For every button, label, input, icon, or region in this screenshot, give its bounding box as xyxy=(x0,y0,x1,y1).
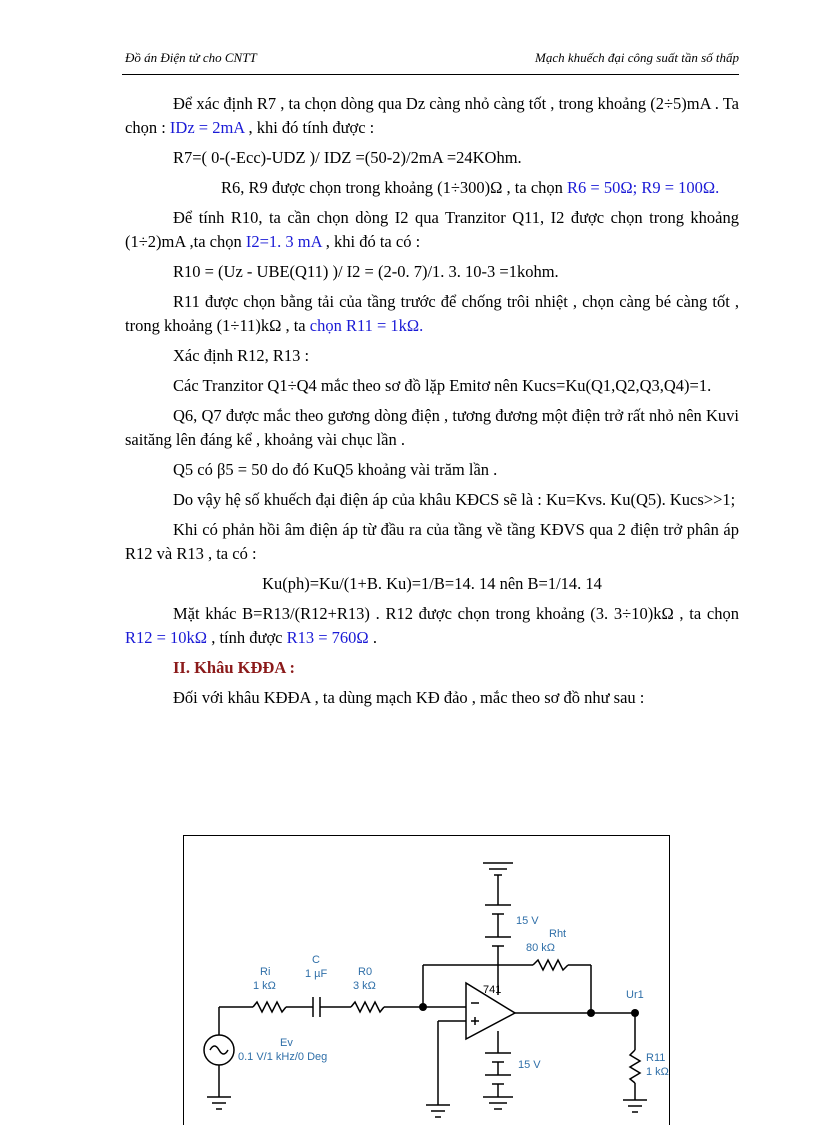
paragraph-q5: Q5 có β5 = 50 do đó KuQ5 khoảng vài trăm lần . xyxy=(125,458,739,482)
load-name: R11 xyxy=(646,1052,665,1064)
formula-r10: R10 = (Uz - UBE(Q11) )/ I2 = (2-0. 7)/1. 3. 10-3 =1kohm. xyxy=(125,260,739,284)
paragraph-feedback: Khi có phản hồi âm điện áp từ đầu ra của tầng về tầng KĐVS qua 2 điện trở phân áp R12 và R13 , ta có : xyxy=(125,518,739,566)
paragraph-q6-q7: Q6, Q7 được mắc theo gương dòng điện , tương đương một điện trở rất nhỏ nên Kuvi saităng lên đáng kể , khoảng vài chục lần . xyxy=(125,404,739,452)
paragraph-ku: Do vậy hệ số khuếch đại điện áp của khâu KĐCS sẽ là : Ku=Kvs. Ku(Q5). Kucs>>1; xyxy=(125,488,739,512)
inverting-amplifier-circuit xyxy=(183,835,670,1125)
opamp-label: 741 xyxy=(483,984,501,996)
header-right: Mạch khuếch đại công suất tần số thấp xyxy=(535,50,739,66)
vneg-label: 15 V xyxy=(518,1059,541,1071)
formula-ku-ph: Ku(ph)=Ku/(1+B. Ku)=1/B=14. 14 nên B=1/14. 14 xyxy=(125,572,739,596)
formula-r7: R7=( 0-(-Ecc)-UDZ )/ IDZ =(50-2)/2mA =24KOhm. xyxy=(125,146,739,170)
header-divider xyxy=(122,74,739,75)
r0-name: R0 xyxy=(358,966,372,978)
vpos-label: 15 V xyxy=(516,915,539,927)
document-body xyxy=(125,92,739,716)
source-name: Ev xyxy=(280,1037,293,1049)
source-value: 0.1 V/1 kHz/0 Deg xyxy=(238,1051,327,1063)
c-name: C xyxy=(312,954,320,966)
c-value: 1 µF xyxy=(305,968,328,980)
paragraph-b: Mặt khác B=R13/(R12+R13) . R12 được chọn trong khoảng (3. 3÷10)kΩ , ta chọn R12 = 10kΩ , tính được R13 = 760Ω . xyxy=(125,602,739,650)
load-value: 1 kΩ xyxy=(646,1066,669,1078)
rht-name: Rht xyxy=(549,928,566,940)
section-heading: II. Khâu KĐĐA : xyxy=(125,656,739,680)
header-left: Đồ án Điện tử cho CNTT xyxy=(125,50,257,66)
paragraph-r6-r9: R6, R9 được chọn trong khoảng (1÷300)Ω , ta chọn R6 = 50Ω; R9 = 100Ω. xyxy=(125,176,739,200)
r0-value: 3 kΩ xyxy=(353,980,376,992)
paragraph-kucs: Các Tranzitor Q1÷Q4 mắc theo sơ đồ lặp Emitơ nên Kucs=Ku(Q1,Q2,Q3,Q4)=1. xyxy=(125,374,739,398)
paragraph-r12-r13-title: Xác định R12, R13 : xyxy=(125,344,739,368)
ri-name: Ri xyxy=(260,966,270,978)
ri-value: 1 kΩ xyxy=(253,980,276,992)
paragraph-r7: Để xác định R7 , ta chọn dòng qua Dz càng nhỏ càng tốt , trong khoảng (2÷5)mA . Ta chọn : IDz = 2mA , khi đó tính được : xyxy=(125,92,739,140)
paragraph-r10: Để tính R10, ta cần chọn dòng I2 qua Tranzitor Q11, I2 được chọn trong khoảng (1÷2)mA ,ta chọn I2=1. 3 mA , khi đó ta có : xyxy=(125,206,739,254)
junction-dot xyxy=(631,1009,639,1017)
rht-value: 80 kΩ xyxy=(526,942,555,954)
output-label: Ur1 xyxy=(626,989,644,1001)
paragraph-r11: R11 được chọn bằng tải của tầng trước để chống trôi nhiệt , chọn càng bé càng tốt , trong khoảng (1÷11)kΩ , ta chọn R11 = 1kΩ. xyxy=(125,290,739,338)
junction-dot xyxy=(587,1009,595,1017)
junction-dot xyxy=(419,1003,427,1011)
paragraph-kdda: Đối với khâu KĐĐA , ta dùng mạch KĐ đảo , mắc theo sơ đồ như sau : xyxy=(125,686,739,710)
